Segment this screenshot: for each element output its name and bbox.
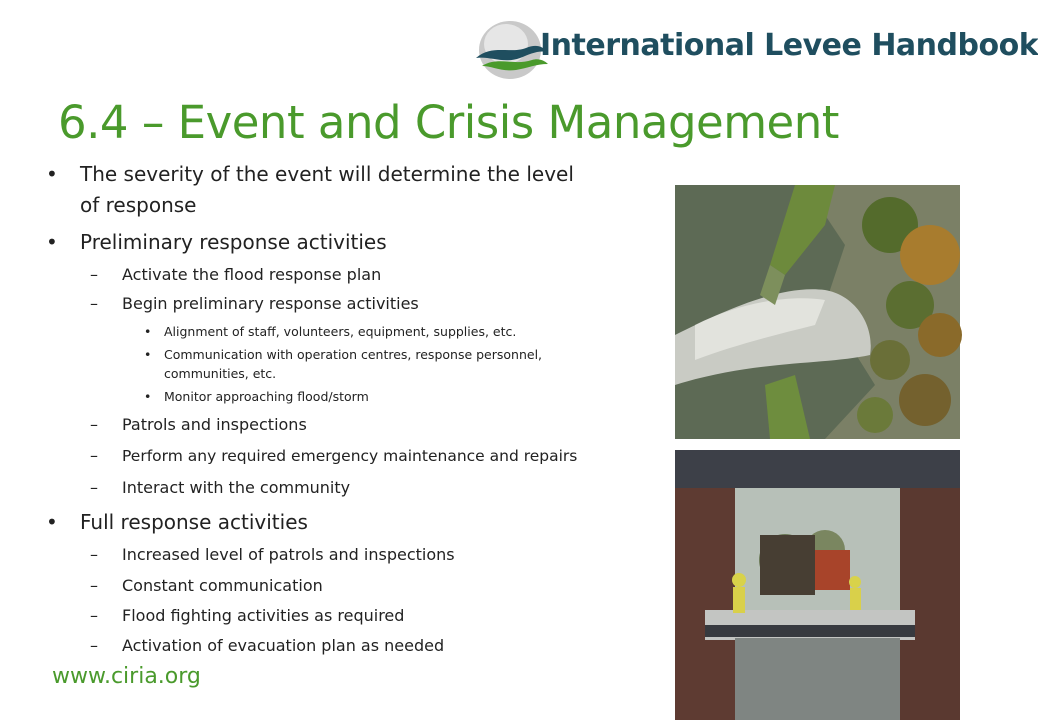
levee-logo-icon: [470, 14, 550, 80]
sub-item-text: Constant communication: [122, 576, 323, 595]
sub-item-text: Perform any required emergency maintenance and repairs: [122, 447, 578, 465]
bullet-3: [46, 510, 308, 534]
sub-sub-item-text: Alignment of staff, volunteers, equipment, supplies, etc.: [164, 324, 517, 339]
bullet-glyph: •: [46, 510, 58, 534]
dash-glyph: –: [90, 446, 98, 465]
sub-item: [90, 478, 351, 497]
sub-sub-item-text: Communication with operation centres, response personnel,: [164, 347, 543, 362]
bullet-text: Full response activities: [80, 510, 308, 534]
sub-sub-item: [144, 347, 543, 362]
bullet-1: [46, 162, 574, 186]
logo-wordmark: International Levee Handbook: [540, 28, 1038, 63]
sub-sub-item-text: communities, etc.: [164, 366, 277, 381]
sub-item-text: Activate the flood response plan: [122, 265, 382, 284]
bullet-text: The severity of the event will determine the level: [80, 162, 574, 186]
sub-item: [90, 415, 307, 434]
sub-item-text: Activation of evacuation plan as needed: [122, 636, 445, 655]
sub-item-text: Flood fighting activities as required: [122, 606, 405, 625]
sub-sub-item-text: Monitor approaching flood/storm: [164, 389, 369, 404]
dash-glyph: –: [90, 415, 98, 434]
dash-glyph: –: [90, 545, 98, 564]
bullet-2: [46, 230, 387, 254]
sub-item: [90, 606, 405, 625]
flood-barrier-photo: [675, 450, 960, 720]
bullet-1-continuation: [80, 193, 196, 217]
sub-item-text: Interact with the community: [122, 478, 351, 497]
sub-item: [90, 294, 419, 313]
dash-glyph: –: [90, 478, 98, 497]
bullet-text: Preliminary response activities: [80, 230, 387, 254]
sub-item-text: Increased level of patrols and inspections: [122, 545, 455, 564]
sub-item: [90, 265, 382, 284]
sub-sub-item: [144, 389, 369, 404]
sub-item: [90, 446, 578, 465]
bullet-glyph: •: [46, 162, 58, 186]
sub-item: [90, 636, 445, 655]
sub-item: [90, 545, 455, 564]
bullet-glyph: •: [46, 230, 58, 254]
bullet-text: of response: [80, 193, 197, 217]
dash-glyph: –: [90, 636, 98, 655]
dash-glyph: –: [90, 606, 98, 625]
sub-sub-item-continuation: [164, 366, 276, 381]
sub-item: [90, 576, 323, 595]
bullet-glyph: •: [144, 324, 152, 339]
dash-glyph: –: [90, 294, 98, 313]
footer-url[interactable]: www.ciria.org: [52, 664, 201, 689]
slide-title: 6.4 – Event and Crisis Management: [58, 96, 839, 149]
levee-breach-photo: [675, 185, 960, 439]
sub-item-text: Patrols and inspections: [122, 415, 307, 434]
bullet-glyph: •: [144, 347, 152, 362]
sub-item-text: Begin preliminary response activities: [122, 294, 419, 313]
sub-sub-item: [144, 324, 517, 339]
bullet-glyph: •: [144, 389, 152, 404]
dash-glyph: –: [90, 576, 98, 595]
dash-glyph: –: [90, 265, 98, 284]
